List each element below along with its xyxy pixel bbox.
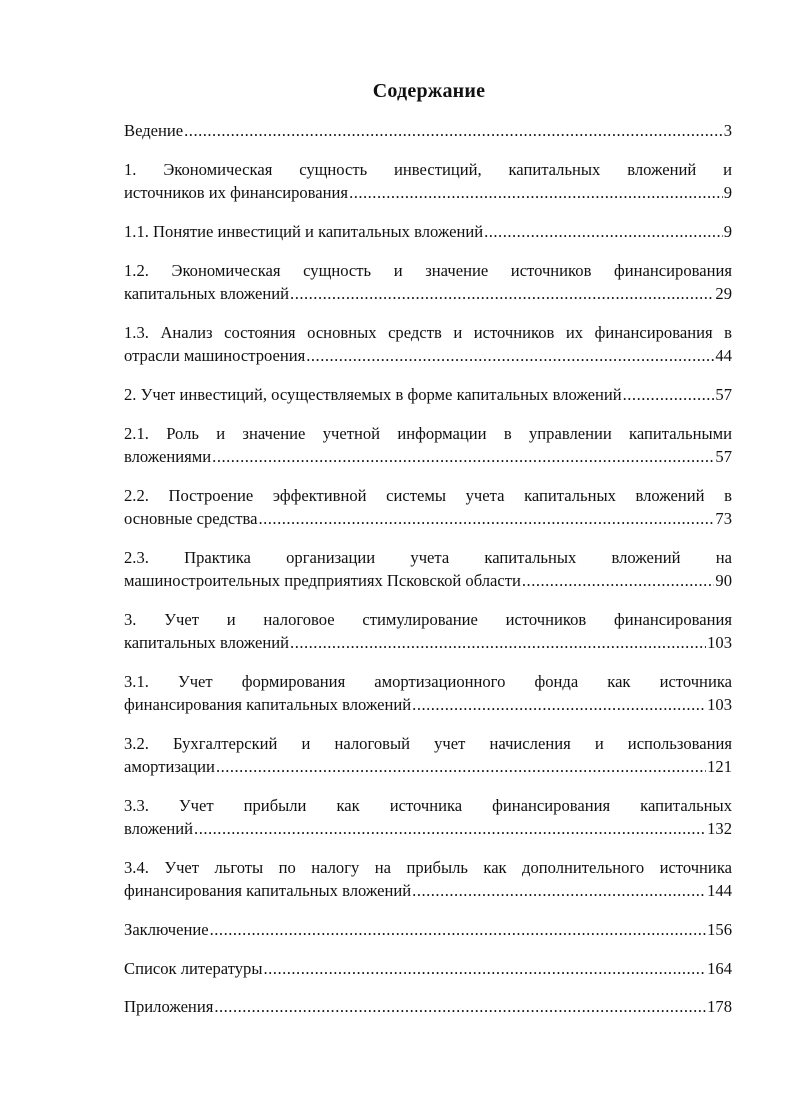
toc-entry-text-line: 2.1. Роль и значение учетной информации в управлении капитальными [124,424,732,443]
toc-entry [124,546,732,592]
toc-dot-leader [412,879,706,902]
toc-page-number: 57 [715,447,732,466]
toc-entry-last-line [124,445,732,468]
toc-dot-leader [194,817,706,840]
toc-entry-last-line [124,817,732,840]
toc-entry-last-line [124,755,732,778]
toc-dot-leader [212,445,714,468]
toc-dot-leader [623,383,715,406]
toc-entry [124,383,732,406]
toc-entry-title: источников их финансирования [124,183,349,202]
toc-entry-title: вложений [124,819,194,838]
toc-entry-last-line [124,918,732,941]
toc-page-number: 156 [707,920,732,939]
toc-entry-text-line: 3. Учет и налоговое стимулирование источников финансирования [124,610,732,629]
toc-page-number: 29 [715,284,732,303]
toc-entry [124,259,732,305]
toc-dot-leader [210,918,706,941]
toc-page-number: 144 [707,881,732,900]
toc-entry [124,957,732,980]
toc-entry-last-line [124,181,732,204]
toc-entry-title: Ведение [124,121,184,140]
toc-page-number: 90 [715,571,732,590]
toc-entry-last-line [124,693,732,716]
toc-dot-leader [184,119,723,142]
toc-dot-leader [290,282,714,305]
toc-entry-title: финансирования капитальных вложений [124,695,412,714]
toc-entry-last-line [124,957,732,980]
toc-dot-leader [522,569,715,592]
toc-entry-last-line [124,995,732,1018]
page-title: Содержание [372,80,486,102]
toc-page-number: 132 [707,819,732,838]
toc-entry [124,422,732,468]
toc-entry-title: отрасли машиностроения [124,346,306,365]
table-of-contents [124,119,732,1018]
toc-entry-title: машиностроительных предприятиях Псковской области [124,571,521,590]
toc-entry-last-line [124,507,732,530]
toc-page-number: 9 [723,183,732,202]
toc-entry-last-line [124,220,732,243]
toc-page-number: 57 [715,385,732,404]
toc-entry-title: капитальных вложений [124,284,290,303]
toc-dot-leader [264,957,707,980]
toc-entry [124,856,732,902]
toc-entry-title: амортизации [124,757,215,776]
toc-dot-leader [214,995,706,1018]
toc-entry [124,732,732,778]
toc-entry-title: капитальных вложений [124,633,290,652]
toc-entry [124,158,732,204]
toc-entry [124,608,732,654]
toc-entry [124,670,732,716]
toc-entry-text-line: 1.2. Экономическая сущность и значение источников финансирования [124,261,732,280]
toc-entry-title: вложениями [124,447,212,466]
toc-dot-leader [349,181,723,204]
toc-entry-last-line [124,631,732,654]
toc-entry-last-line [124,383,732,406]
toc-entry-title: основные средства [124,509,258,528]
toc-entry-title: 1.1. Понятие инвестиций и капитальных вложений [124,222,484,241]
toc-page-number: 73 [715,509,732,528]
toc-entry-text-line: 2.2. Построение эффективной системы учета капитальных вложений в [124,486,732,505]
toc-entry [124,794,732,840]
toc-page-number: 103 [707,695,732,714]
toc-entry-text-line: 3.1. Учет формирования амортизационного фонда как источника [124,672,732,691]
toc-page-number: 3 [723,121,732,140]
toc-page-number: 44 [715,346,732,365]
toc-dot-leader [306,344,714,367]
toc-dot-leader [290,631,706,654]
toc-entry [124,119,732,142]
toc-entry-last-line [124,569,732,592]
toc-entry [124,918,732,941]
toc-entry [124,484,732,530]
toc-entry-text-line: 3.3. Учет прибыли как источника финансирования капитальных [124,796,732,815]
toc-dot-leader [216,755,706,778]
toc-entry-text-line: 1. Экономическая сущность инвестиций, капитальных вложений и [124,160,732,179]
toc-dot-leader [484,220,723,243]
toc-entry-title: 2. Учет инвестиций, осуществляемых в форме капитальных вложений [124,385,622,404]
toc-entry-title: финансирования капитальных вложений [124,881,412,900]
toc-page-number: 164 [707,959,732,978]
toc-page-number: 103 [707,633,732,652]
toc-entry-title: Список литературы [124,959,263,978]
toc-entry-title: Заключение [124,920,209,939]
toc-entry-last-line [124,344,732,367]
toc-entry-text-line: 1.3. Анализ состояния основных средств и источников их финансирования в [124,323,732,342]
toc-entry [124,321,732,367]
toc-dot-leader [258,507,714,530]
toc-page-number: 178 [707,997,732,1016]
toc-entry [124,995,732,1018]
toc-entry-last-line [124,282,732,305]
toc-entry-text-line: 2.3. Практика организации учета капитальных вложений на [124,548,732,567]
toc-entry-last-line [124,879,732,902]
toc-page-number: 121 [707,757,732,776]
toc-dot-leader [412,693,706,716]
toc-entry-text-line: 3.2. Бухгалтерский и налоговый учет начисления и использования [124,734,732,753]
toc-entry-last-line [124,119,732,142]
toc-page-number: 9 [723,222,732,241]
toc-entry-text-line: 3.4. Учет льготы по налогу на прибыль как дополнительного источника [124,858,732,877]
toc-entry-title: Приложения [124,997,214,1016]
toc-entry [124,220,732,243]
